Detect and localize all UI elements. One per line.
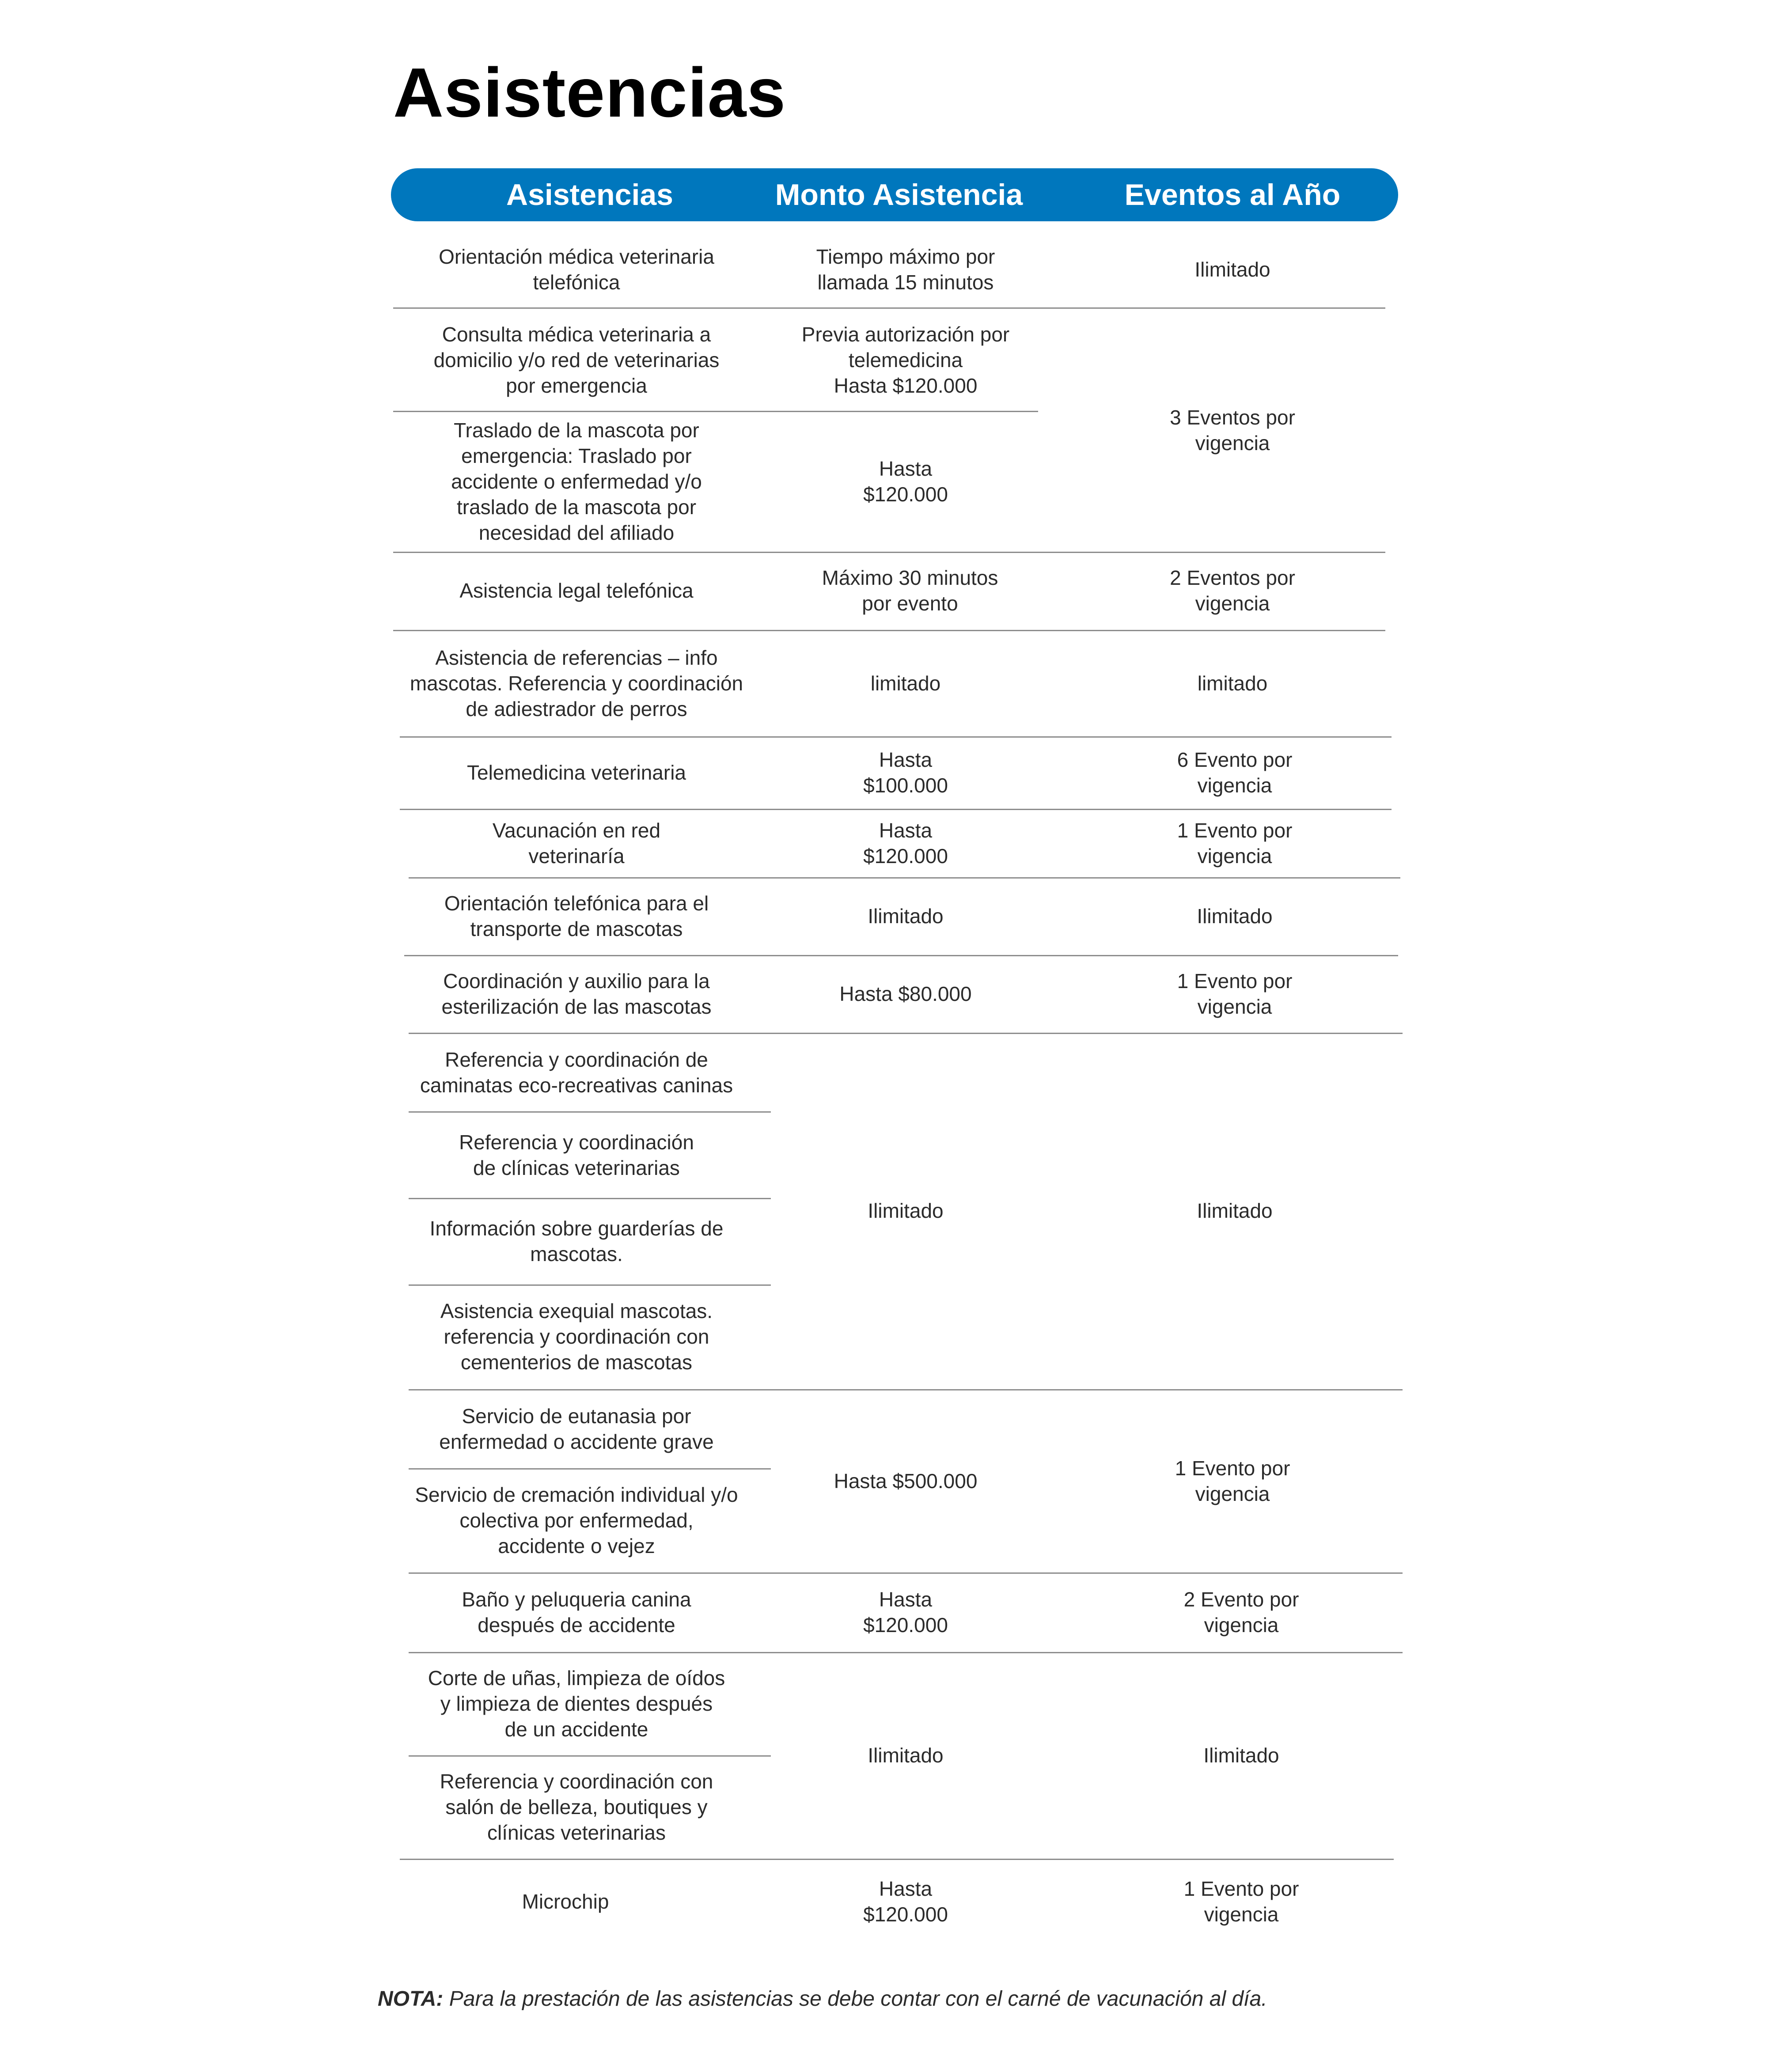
service-cell: Información sobre guarderías de mascotas. [429,1217,724,1265]
header-col-eventos: Eventos al Año [1124,178,1341,212]
service-cell: Consulta médica veterinaria a domicilio y/o red de veterinarias por emergencia [433,323,720,397]
events-cell: Ilimitado [1197,1199,1273,1222]
row-divider [409,1284,771,1286]
service-cell: Referencia y coordinación con salón de belleza, boutiques y clínicas veterinarias [440,1770,713,1844]
events-cell: Ilimitado [1197,905,1273,928]
amount-cell: Hasta $80.000 [839,982,972,1005]
row-divider [400,1859,1394,1860]
service-cell: Servicio de eutanasia por enfermedad o accidente grave [439,1405,714,1453]
header-col-monto: Monto Asistencia [775,178,1023,212]
service-cell: Traslado de la mascota por emergencia: Traslado por accidente o enfermedad y/o traslado de la mascota por necesidad del afiliado [451,419,702,544]
footnote-text: Para la prestación de las asistencias se debe contar con el carné de vacunación al día. [449,1987,1267,2011]
events-cell: 2 Eventos por vigencia [1170,566,1295,615]
amount-cell: Previa autorización por telemedicina Hasta $120.000 [801,323,1010,397]
service-cell: Vacunación en red veterinaría [492,819,661,867]
service-cell: Baño y peluqueria canina después de accidente [462,1588,691,1636]
events-cell: 1 Evento por vigencia [1175,1457,1290,1505]
events-cell: limitado [1197,672,1268,695]
row-divider [409,1572,1403,1574]
amount-cell: Hasta $120.000 [863,819,948,867]
events-cell: Ilimitado [1203,1744,1279,1767]
amount-cell: Hasta $100.000 [863,748,948,797]
row-divider [409,1755,771,1757]
row-divider [409,1389,1403,1390]
service-cell: Servicio de cremación individual y/o colectiva por enfermedad, accidente o vejez [415,1483,738,1557]
row-divider [409,1652,1403,1653]
amount-cell: Hasta $120.000 [863,1877,948,1926]
amount-cell: Hasta $120.000 [863,1588,948,1636]
footnote [378,1987,1267,2011]
amount-cell: Tiempo máximo por llamada 15 minutos [816,245,995,294]
row-divider [409,877,1400,879]
amount-cell: Ilimitado [868,1744,944,1767]
service-cell: Referencia y coordinación de clínicas veterinarias [459,1131,694,1179]
service-cell: Orientación telefónica para el transporte de mascotas [444,892,709,940]
service-cell: Referencia y coordinación de caminatas eco-recreativas caninas [420,1048,733,1097]
row-divider [393,307,1385,309]
service-cell: Asistencia exequial mascotas. referencia y coordinación con cementerios de mascotas [440,1299,713,1374]
row-divider [393,552,1385,553]
events-cell: Ilimitado [1194,258,1270,281]
events-cell: 1 Evento por vigencia [1177,970,1293,1018]
amount-cell: Hasta $120.000 [863,457,948,506]
footnote-label: NOTA: [378,1987,444,2011]
amount-cell: limitado [870,672,941,695]
service-cell: Asistencia legal telefónica [459,579,694,602]
row-divider [393,630,1385,631]
amount-cell: Ilimitado [868,1199,944,1222]
service-cell: Coordinación y auxilio para la esterilización de las mascotas [441,970,712,1018]
row-divider [409,1468,771,1470]
amount-cell: Ilimitado [868,905,944,928]
row-divider [393,411,1038,412]
row-divider [409,1033,1403,1034]
service-cell: Corte de uñas, limpieza de oídos y limpieza de dientes después de un accidente [428,1667,725,1741]
events-cell: 2 Evento por vigencia [1183,1588,1299,1636]
events-cell: 6 Evento por vigencia [1177,748,1293,797]
service-cell: Asistencia de referencias – info mascotas. Referencia y coordinación de adiestrador de perros [410,646,743,720]
header-col-asistencias: Asistencias [506,178,673,212]
row-divider [409,1198,771,1199]
row-divider [404,955,1398,956]
service-cell: Microchip [522,1890,609,1913]
amount-cell: Máximo 30 minutos por evento [822,566,998,615]
events-cell: 1 Evento por vigencia [1183,1877,1299,1926]
page-title: Asistencias [393,54,786,132]
events-cell: 3 Eventos por vigencia [1170,406,1295,455]
events-cell: 1 Evento por vigencia [1177,819,1293,867]
amount-cell: Hasta $500.000 [834,1470,978,1492]
row-divider [400,736,1392,738]
row-divider [400,809,1392,810]
service-cell: Telemedicina veterinaria [466,761,686,784]
service-cell: Orientación médica veterinaria telefónica [439,245,714,294]
row-divider [409,1111,771,1113]
